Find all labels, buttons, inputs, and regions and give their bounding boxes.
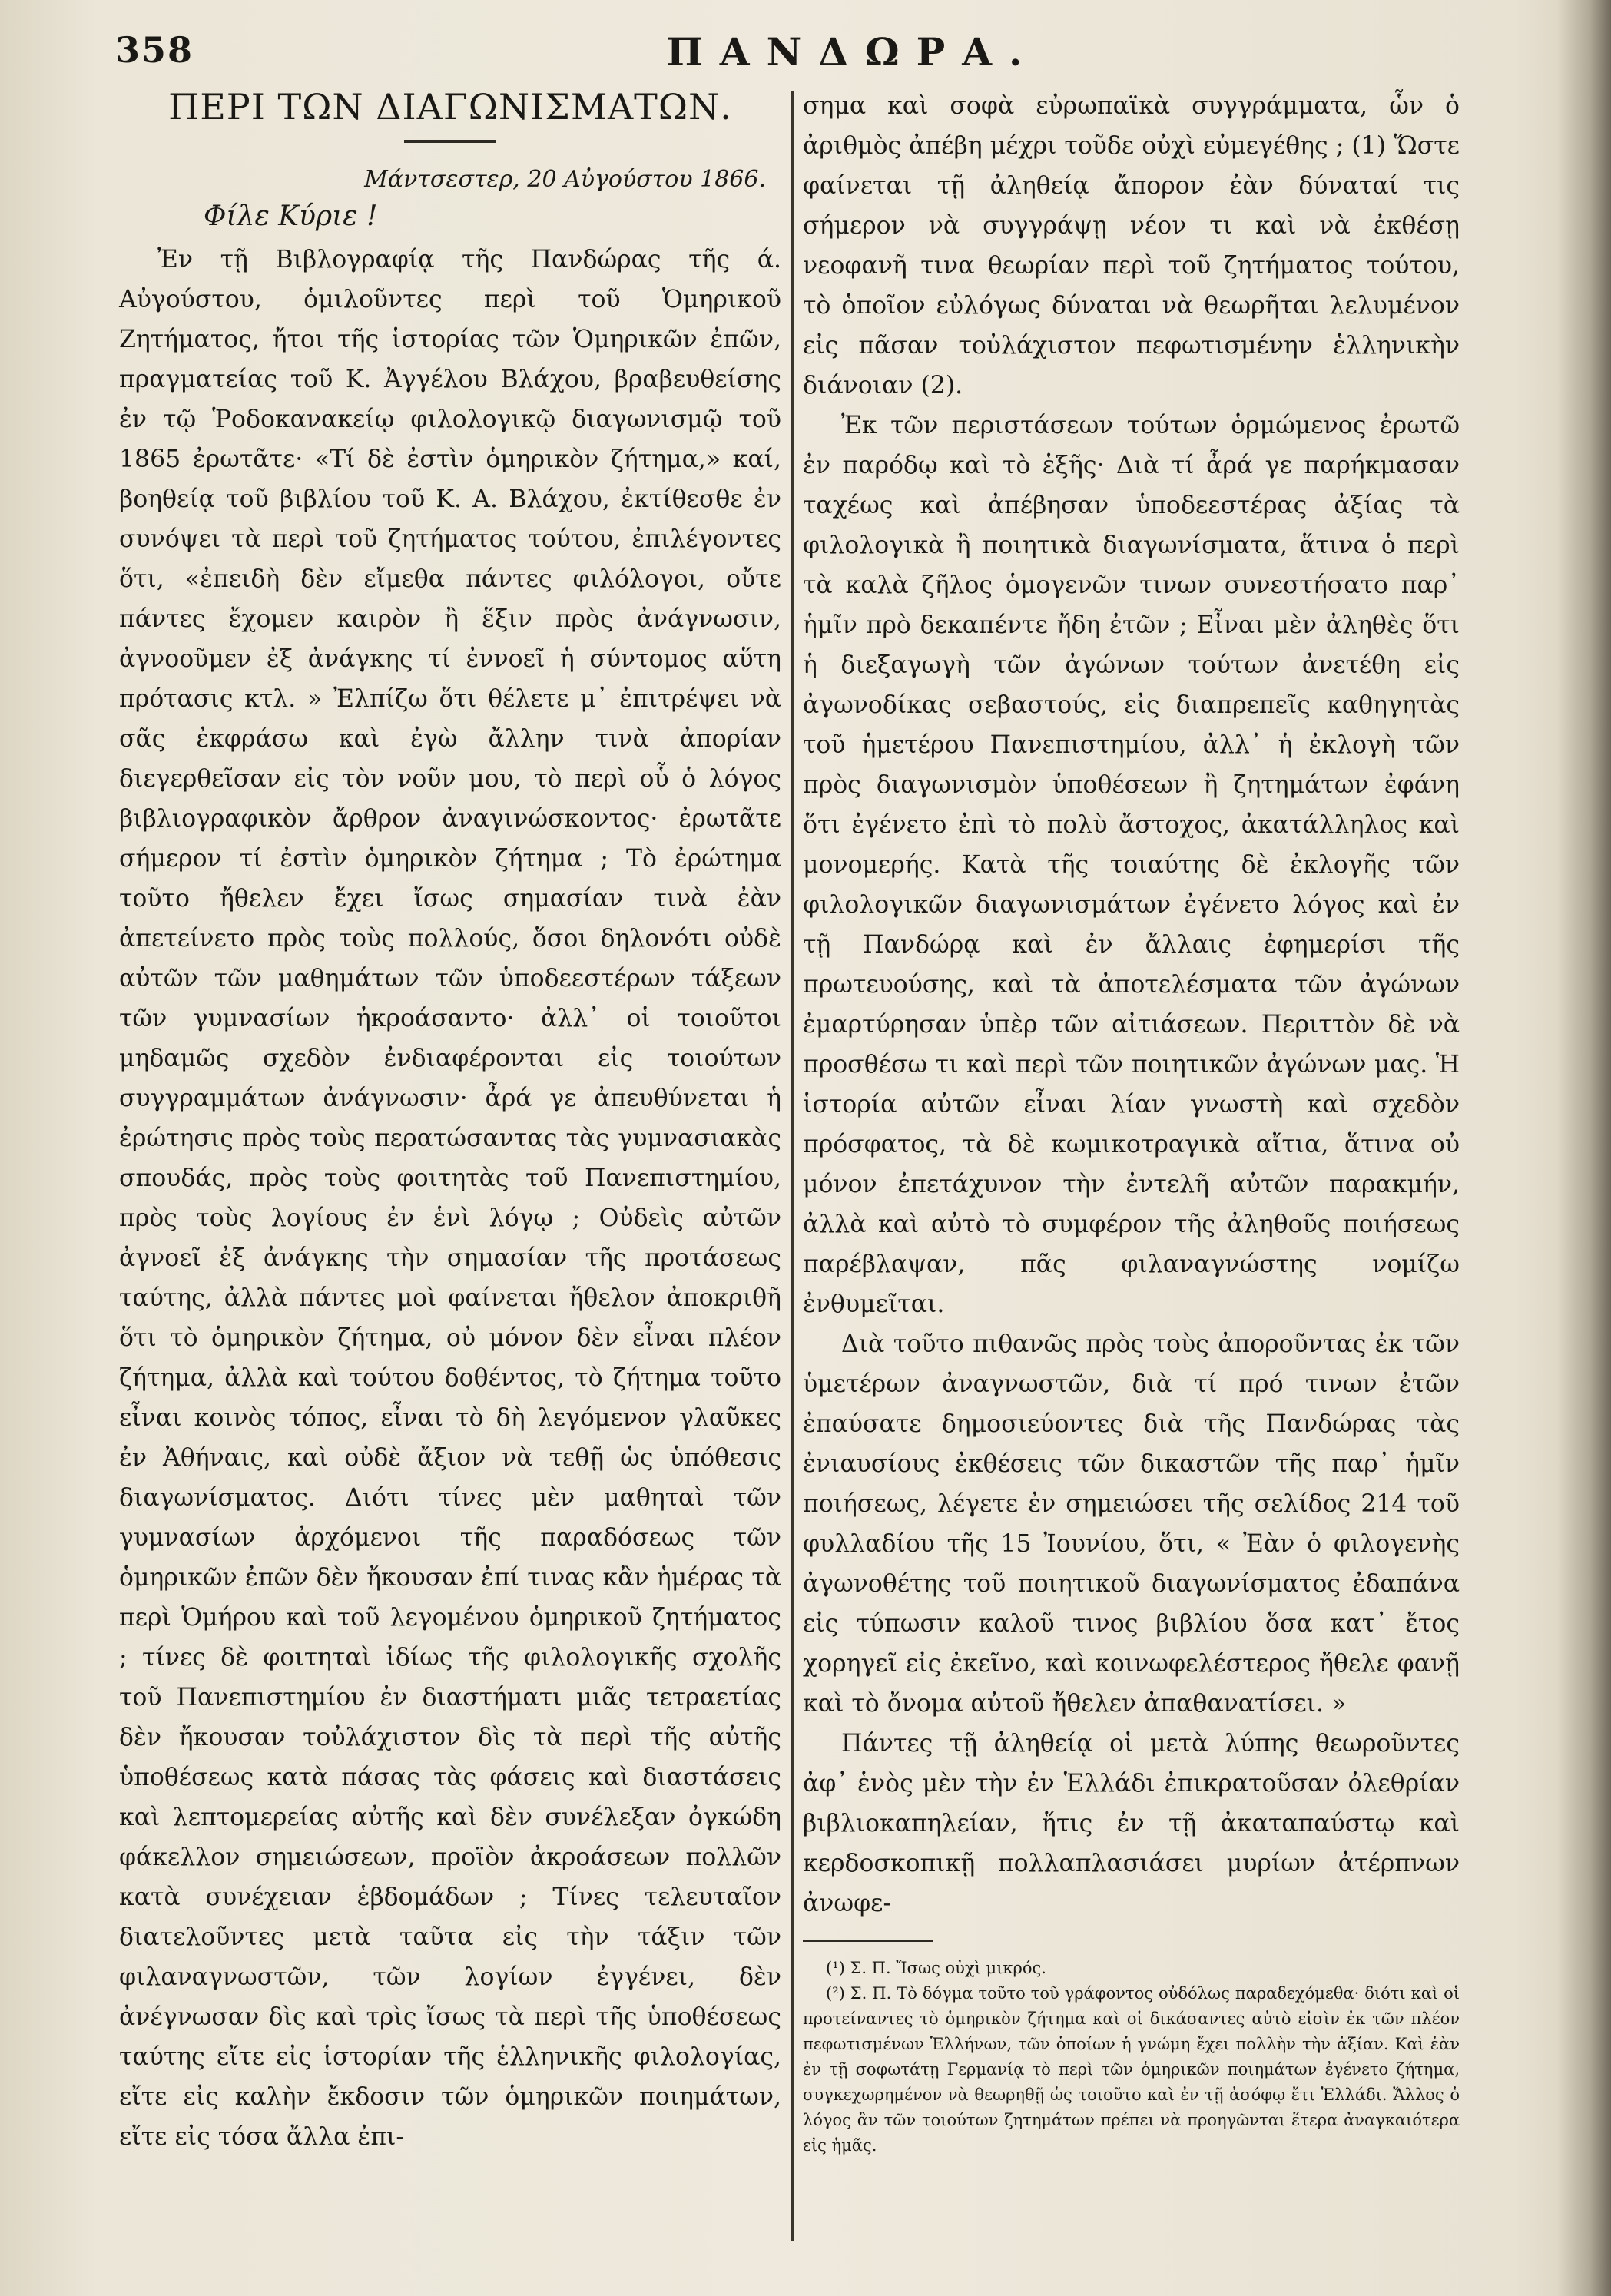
footnote: (¹) Σ. Π. Ἴσως οὐχὶ μικρός. bbox=[826, 1959, 1046, 1977]
right-column bbox=[803, 86, 1460, 2159]
footnote: (²) Σ. Π. Τὸ δόγμα τοῦτο τοῦ γράφοντος οὐδόλως παραδεχόμεθα· διότι καὶ οἱ προτείναντες τὸ ὁμηρικὸν ζήτημα καὶ οἱ δικάσαντες αὐτὸ εἰσὶν ἐκ τῶν πλέον πεφωτισμένων Ἑλλήνων, τῶν ὁποίων ἡ γνώμη ἔχει πολλὴν τὴν ἀξίαν. Καὶ ἐὰν ἐν τῇ σοφωτάτῃ Γερμανίᾳ τὸ περὶ τῶν ὁμηρικῶν ποιημάτων ἐγένετο ζήτημα, συγκεχωρημένον νὰ θεωρηθῇ ὡς τοιοῦτο καὶ ἐν τῇ ἀσόφῳ ἔτι Ἑλλάδι. Ἄλλος ὁ λόγος ἂν τῶν τοιούτων ζητημάτων πρέπει νὰ προηγῶνται ἕτερα ἀναγκαιότερα εἰς ἡμᾶς. bbox=[803, 1984, 1460, 2155]
left-column bbox=[119, 86, 781, 2157]
dateline: Μάντσεστερ, 20 Αὐγούστου 1866. bbox=[364, 166, 766, 193]
paragraph: Διὰ τοῦτο πιθανῶς πρὸς τοὺς ἀποροῦντας ἐκ τῶν ὑμετέρων ἀναγνωστῶν, διὰ τί πρό τινων ἐτῶν ἐπαύσατε δημοσιεύοντες διὰ τῆς Πανδώρας τὰς ἐνιαυσίους ἐκθέσεις τῶν δικαστῶν τῆς παρ᾽ ἡμῖν ποιήσεως, λέγετε ἐν σημειώσει τῆς σελίδος 214 τοῦ φυλλαδίου τῆς 15 Ἰουνίου, ὅτι, « Ἐὰν ὁ φιλογενὴς ἀγωνοθέτης τοῦ ποιητικοῦ διαγωνίσματος ἐδαπάνα εἰς τύπωσιν καλοῦ τινος βιβλίου ὅσα κατ᾽ ἔτος χορηγεῖ εἰς ἐκεῖνο, καὶ κοινωφελέστερος ἤθελε φανῇ καὶ τὸ ὄνομα αὐτοῦ ἤθελεν ἀπαθανατίσει. » bbox=[803, 1330, 1460, 1718]
paragraph: Ἐν τῇ Βιβλογραφίᾳ τῆς Πανδώρας τῆς ά. Αὐγούστου, ὁμιλοῦντες περὶ τοῦ Ὁμηρικοῦ Ζητήματος, ἤτοι τῆς ἱστορίας τῶν Ὁμηρικῶν ἐπῶν, πραγματείας τοῦ Κ. Ἀγγέλου Βλάχου, βραβευθείσης ἐν τῷ Ῥοδοκανακείῳ φιλολογικῷ διαγωνισμῷ τοῦ 1865 ἐρωτᾶτε· «Τί δὲ ἐστὶν ὁμηρικὸν ζήτημα,» καί, βοηθείᾳ τοῦ βιβλίου τοῦ Κ. Α. Βλάχου, ἐκτίθεσθε ἐν συνόψει τὰ περὶ τοῦ ζητήματος τούτου, ἐπιλέγοντες ὅτι, «ἐπειδὴ δὲν εἴμεθα πάντες φιλόλογοι, οὔτε πάντες ἔχομεν καιρὸν ἢ ἕξιν πρὸς ἀνάγνωσιν, ἀγνοοῦμεν ἐξ ἀνάγκης τί ἐννοεῖ ἡ σύντομος αὕτη πρότασις κτλ. » Ἐλπίζω ὅτι θέλετε μ᾽ ἐπιτρέψει νὰ σᾶς ἐκφράσω καὶ ἐγὼ ἄλλην τινὰ ἀπορίαν διεγερθεῖσαν εἰς τὸν νοῦν μου, τὸ περὶ οὗ ὁ λόγος βιβλιογραφικὸν ἄρθρον ἀναγινώσκοντος· ἐρωτᾶτε σήμερον τί ἐστὶν ὁμηρικὸν ζήτημα ; Τὸ ἐρώτημα τοῦτο ἤθελεν ἔχει ἴσως σημασίαν τινὰ ἐὰν ἀπετείνετο πρὸς τοὺς πολλούς, ὅσοι δηλονότι οὐδὲ αὐτῶν τῶν μαθημάτων τῶν ὑποδεεστέρων τάξεων τῶν γυμνασίων ἠκροάσαντο· ἀλλ᾽ οἱ τοιοῦτοι μηδαμῶς σχεδὸν ἐνδιαφέρονται εἰς τοιούτων συγγραμμάτων ἀνάγνωσιν· ἆρά γε ἀπευθύνεται ἡ ἐρώτησις πρὸς τοὺς περατώσαντας τὰς γυμνασιακὰς σπουδάς, πρὸς τοὺς φοιτητὰς τοῦ Πανεπιστημίου, πρὸς τοὺς λογίους ἐν ἑνὶ λόγῳ ; Οὐδεὶς αὐτῶν ἀγνοεῖ ἐξ ἀνάγκης τὴν σημασίαν τῆς προτάσεως ταύτης, ἀλλὰ πάντες μοὶ φαίνεται ἤθελον ἀποκριθῆ ὅτι τὸ ὁμηρικὸν ζήτημα, οὐ μόνον δὲν εἶναι πλέον ζήτημα, ἀλλὰ καὶ τούτου δοθέντος, τὸ ζήτημα τοῦτο εἶναι κοινὸς τόπος, εἶναι τὸ δὴ λεγόμενον γλαῦκες ἐν Ἀθήναις, καὶ οὐδὲ ἄξιον νὰ τεθῇ ὡς ὑπόθεσις διαγωνίσματος. Διότι τίνες μὲν μαθηταὶ τῶν γυμνασίων ἀρχόμενοι τῆς παραδόσεως τῶν ὁμηρικῶν ἐπῶν δὲν ἤκουσαν ἐπί τινας κἂν ἡμέρας τὰ περὶ Ὁμήρου καὶ τοῦ λεγομένου ὁμηρικοῦ ζητήματος ; τίνες δὲ φοιτηταὶ ἰδίως τῆς φιλολογικῆς σχολῆς τοῦ Πανεπιστημίου ἐν διαστήματι μιᾶς τετραετίας δὲν ἤκουσαν τοὐλάχιστον δὶς τὰ περὶ τῆς αὐτῆς ὑποθέσεως κατὰ πάσας τὰς φάσεις καὶ διαστάσεις καὶ λεπτομερείας αὐτῆς καὶ δὲν συνέλεξαν ὀγκώδη φάκελλον σημειώσεων, προϊὸν ἀκροάσεων πολλῶν κατὰ συνέχειαν ἑβδομάδων ; Τίνες τελευταῖον διατελοῦντες μετὰ ταῦτα εἰς τὴν τάξιν τῶν φιλαναγνωστῶν, τῶν λογίων ἐγγένει, δὲν ἀνέγνωσαν δὶς καὶ τρὶς ἴσως τὰ περὶ τῆς ὑποθέσεως ταύτης εἴτε εἰς ἱστορίαν τῆς ἑλληνικῆς φιλολογίας, εἴτε εἰς καλὴν ἔκδοσιν τῶν ὁμηρικῶν ποιημάτων, εἴτε εἰς τόσα ἄλλα ἐπι- bbox=[119, 246, 781, 2151]
salutation: Φίλε Κύριε ! bbox=[204, 200, 378, 232]
paragraph: σημα καὶ σοφὰ εὐρωπαϊκὰ συγγράμματα, ὧν ὁ ἀριθμὸς ἀπέβη μέχρι τοῦδε οὐχὶ εὐμεγέθης ; (1) Ὥστε φαίνεται τῇ ἀληθείᾳ ἄπορον ἐὰν δύναταί τις σήμερον νὰ συγγράψῃ νέον τι καὶ νὰ ἐκθέσῃ νεοφανῆ τινα θεωρίαν περὶ τοῦ ζητήματος τούτου, τὸ ὁποῖον εὐλόγως δύναται νὰ θεωρῆται λελυμένον εἰς πᾶσαν τοὐλάχιστον πεφωτισμένην ἑλληνικὴν διάνοιαν (2). bbox=[803, 92, 1460, 399]
footnotes bbox=[803, 1956, 1460, 2159]
journal-title: ΠΑΝΔΩΡΑ. bbox=[666, 29, 1039, 75]
paragraph: Πάντες τῇ ἀληθείᾳ οἱ μετὰ λύπης θεωροῦντες ἀφ᾽ ἑνὸς μὲν τὴν ἐν Ἑλλάδι ἐπικρατοῦσαν ὀλεθρίαν βιβλιοκαπηλείαν, ἥτις ἐν τῇ ἀκαταπαύστῳ καὶ κερδοσκοπικῇ πολλαπλασιάσει μυρίων ἀτέρπνων ἀνωφε- bbox=[803, 1730, 1460, 1917]
footnote-rule bbox=[803, 1940, 933, 1942]
column-divider bbox=[791, 91, 794, 2241]
article-title: ΠΕΡΙ ΤΩΝ ΔΙΑΓΩΝΙΣΜΑΤΩΝ. bbox=[168, 86, 732, 128]
book-spine-shadow bbox=[1557, 0, 1611, 2296]
title-rule bbox=[404, 140, 496, 143]
page-number: 358 bbox=[115, 29, 194, 71]
paragraph: Ἐκ τῶν περιστάσεων τούτων ὁρμώμενος ἐρωτῶ ἐν παρόδῳ καὶ τὸ ἑξῆς· Διὰ τί ἆρά γε παρήκμασαν ταχέως καὶ ἀπέβησαν ὑποδεεστέρας ἀξίας τὰ φιλολογικὰ ἢ ποιητικὰ διαγωνίσματα, ἅτινα ὁ περὶ τὰ καλὰ ζῆλος ὁμογενῶν τινων συνεστήσατο παρ᾽ ἡμῖν πρὸ δεκαπέντε ἤδη ἐτῶν ; Εἶναι μὲν ἀληθὲς ὅτι ἡ διεξαγωγὴ τῶν ἀγώνων τούτων ἀνετέθη εἰς ἀγωνοδίκας σεβαστούς, εἰς διαπρεπεῖς καθηγητὰς τοῦ ἡμετέρου Πανεπιστημίου, ἀλλ᾽ ἡ ἐκλογὴ τῶν πρὸς διαγωνισμὸν ὑποθέσεων ἢ ζητημάτων ἐφάνη ὅτι ἐγένετο ἐπὶ τὸ πολὺ ἄστοχος, ἀκατάλληλος καὶ μονομερής. Κατὰ τῆς τοιαύτης δὲ ἐκλογῆς τῶν φιλολογικῶν διαγωνισμάτων ἐγένετο λόγος καὶ ἐν τῇ Πανδώρᾳ καὶ ἐν ἄλλαις ἐφημερίσι τῆς πρωτευούσης, καὶ τὰ ἀποτελέσματα τῶν ἀγώνων ἐμαρτύρησαν ὑπὲρ τῶν αἰτιάσεων. Περιττὸν δὲ νὰ προσθέσω τι καὶ περὶ τῶν ποιητικῶν ἀγώνων μας. Ἡ ἱστορία αὐτῶν εἶναι λίαν γνωστὴ καὶ σχεδὸν πρόσφατος, τὰ δὲ κωμικοτραγικὰ αἴτια, ἅτινα οὐ μόνον ἐπετάχυνον τὴν ἐντελῆ αὐτῶν παρακμήν, ἀλλὰ καὶ αὐτὸ τὸ συμφέρον τῆς ἀληθοῦς ποιήσεως παρέβλαψαν, πᾶς φιλαναγνώστης νομίζω ἐνθυμεῖται. bbox=[803, 412, 1460, 1318]
running-head bbox=[115, 29, 1467, 83]
